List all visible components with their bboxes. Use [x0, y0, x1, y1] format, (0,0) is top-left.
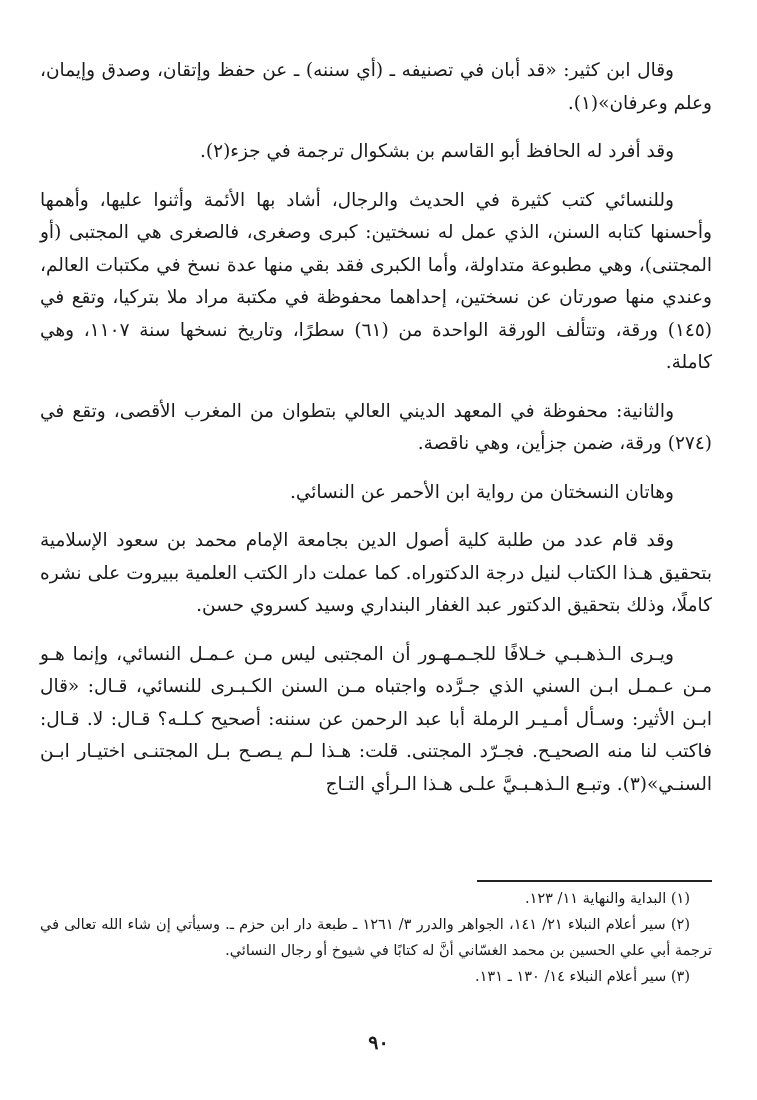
footnote-1: (١) البداية والنهاية ١١/ ١٢٣.: [524, 891, 690, 907]
paragraph-ibn-bashkuwal: وقد أفرد له الحافظ أبو القاسم بن بشكوال ترجمة في جزء(٢).: [200, 141, 674, 162]
footnote-divider: [477, 880, 712, 882]
paragraph-two-copies-narration: وهاتان النسختان من رواية ابن الأحمر عن النسائي.: [289, 481, 674, 503]
main-text: [40, 55, 712, 817]
footnote-3: (٣) سير أعلام النبلاء ١٤/ ١٣٠ ـ ١٣١.: [475, 969, 690, 985]
paragraph-second-copy: والثانية: محفوظة في المعهد الديني العالي بتطوان من المغرب الأقصى، وتقع في (٢٧٤) ورقة، ضمن جزأين، وهي ناقصة.: [40, 400, 712, 454]
paragraph-ibn-kathir-quote: وقال ابن كثير: «قد أبان في تصنيفه ـ (أي سننه) ـ عن حفظ وإتقان، وصدق وإيمان، وعلم وعرفان»(١).: [40, 60, 712, 114]
paragraph-dhahabi-view: ويـرى الـذهـبـي خـلافًا للجـمـهـور أن المجتبى ليس مـن عـمـل النسائي، وإنما هـو مـن عـمـل ابـن السني الذي جـرَّده واجتباه مـن السنن الكـبـرى للنسائي، قـال: «قال ابـن الأثير: وسـأل أمـيـر الرملة أبا عبد الرحمن عن سننه: أصحيح كـلـه؟ قـال: لا. قـال: فاكتب لنا منه الصحيـح. فجـرّد المجتنى. قلت: هـذا لـم يـصـح بـل المجتنـى اختيـار ابـن السنـي»(٣). وتبـع الـذهـبـيَّ علـى هـذا الـرأي التـاج: [40, 643, 712, 795]
paragraph-nasai-books: وللنسائي كتب كثيرة في الحديث والرجال، أشاد بها الأئمة وأثنوا عليها، وأهمها وأحسنها كتابه السنن، الذي عمل له نسختين: كبرى وصغرى، فالصغرى هي المجتبى (أو المجتنى)، وهي مطبوعة متداولة، وأما الكبرى فقد بقي منها عدة نسخ في مكتبات العالم، وعندي منها صورتان عن نسختين، إحداهما محفوظة في مكتبة مراد ملا بتركيا، وتقع في (١٤٥) ورقة، وتتألف الورقة الواحدة من (٦١) سطرًا، وتاريخ نسخها سنة ١١٠٧، وهي كاملة.: [40, 189, 713, 373]
footnotes: [40, 886, 712, 990]
footnote-2: (٢) سير أعلام النبلاء ٢١/ ١٤١، الجواهر والدرر ٣/ ١٢٦١ ـ طبعة دار ابن حزم ـ. وسيأتي إن شاء الله تعالى في ترجمة أبي علي الحسين بن محمد الغسّاني أنَّ له كتابًا في شيوخ أو رجال النسائي.: [40, 917, 712, 959]
page-number: ٩٠: [368, 1032, 389, 1054]
paragraph-verification: وقد قام عدد من طلبة كلية أصول الدين بجامعة الإمام محمد بن سعود الإسلامية بتحقيق هـذا الكتاب لنيل درجة الدكتوراه. كما عملت دار الكتب العلمية ببيروت على نشره كاملًا، وذلك بتحقيق الدكتور عبد الغفار البنداري وسيد كسروي حسن.: [40, 530, 712, 616]
